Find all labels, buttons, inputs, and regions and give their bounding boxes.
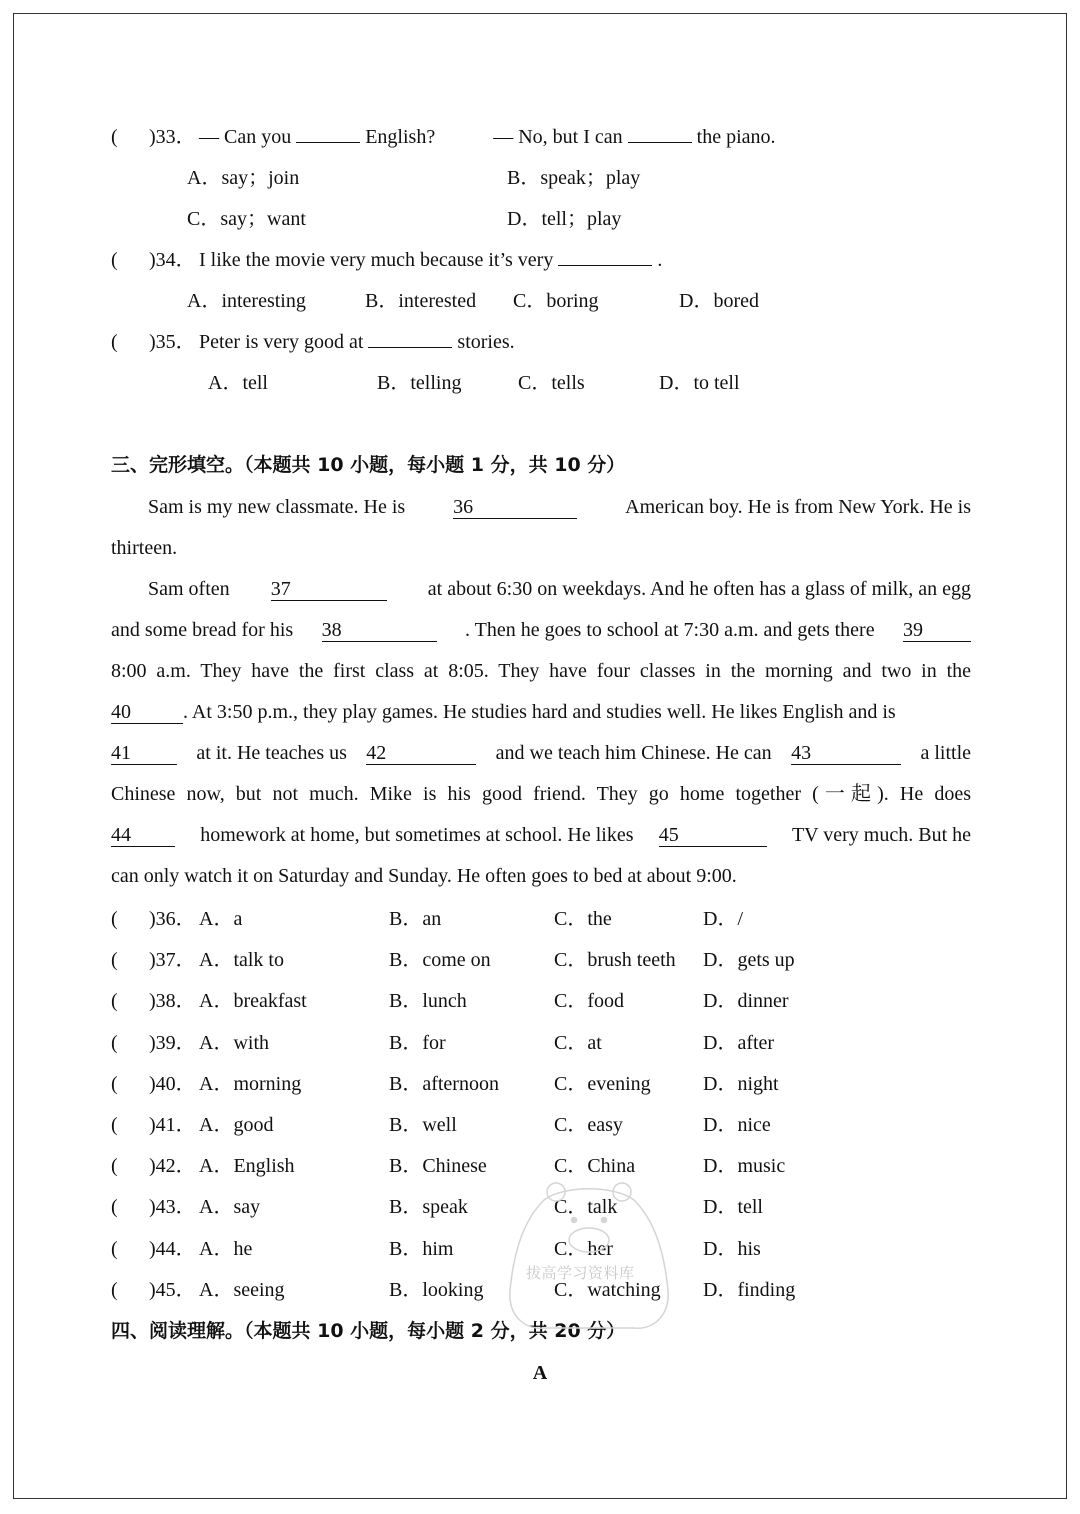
question-34-options xyxy=(111,281,971,322)
answer-paren: ( xyxy=(111,1196,118,1218)
answer-paren: ( xyxy=(111,126,118,148)
option-d[interactable]: D．nice xyxy=(703,1114,771,1136)
question-number: )35． xyxy=(149,331,196,353)
option-d[interactable]: D．/ xyxy=(703,908,743,930)
watermark xyxy=(504,1180,674,1340)
question-number: )36． xyxy=(149,908,196,930)
option-d[interactable]: D．tell xyxy=(703,1196,763,1218)
option-c[interactable]: C．the xyxy=(554,908,612,930)
watermark-text: 拔高学习资料库 xyxy=(526,1264,635,1282)
option-a[interactable]: A．interesting xyxy=(187,290,306,312)
question-35-options xyxy=(111,363,971,404)
blank-45[interactable]: 45 xyxy=(659,824,767,847)
option-d[interactable]: D．to tell xyxy=(659,372,740,394)
option-b[interactable]: B．come on xyxy=(389,949,491,971)
blank-42[interactable]: 42 xyxy=(366,742,476,765)
option-b[interactable]: B．looking xyxy=(389,1279,484,1301)
option-b[interactable]: B．telling xyxy=(377,372,462,394)
option-c[interactable]: C．food xyxy=(554,990,624,1012)
option-a[interactable]: A．breakfast xyxy=(199,990,307,1012)
question-number: )44． xyxy=(149,1238,196,1260)
blank-line[interactable] xyxy=(558,247,652,266)
option-c[interactable]: C．watching xyxy=(554,1279,661,1301)
question-stem: Peter is very good at stories. xyxy=(199,331,515,353)
passage-line-6: 40 . At 3:50 p.m., they play games. He studies hard and studies well. He likes English and is xyxy=(111,701,896,723)
question-number: )33． xyxy=(149,126,196,148)
question-34 xyxy=(111,240,971,281)
option-c[interactable]: C．at xyxy=(554,1032,602,1054)
option-a[interactable]: A．say xyxy=(199,1196,261,1218)
option-c[interactable]: C．brush teeth xyxy=(554,949,676,971)
question-33 xyxy=(111,117,971,158)
option-d[interactable]: D．after xyxy=(703,1032,775,1054)
blank-39[interactable]: 39 xyxy=(903,619,971,642)
option-b[interactable]: B．speak xyxy=(389,1196,468,1218)
option-c[interactable]: C．her xyxy=(554,1238,613,1260)
passage-line-5: 8:00 a.m. They have the first class at 8:05. They have four classes in the morning and two in the xyxy=(111,660,971,682)
option-c[interactable]: C．easy xyxy=(554,1114,623,1136)
option-b[interactable]: B．interested xyxy=(365,290,477,312)
blank-44[interactable]: 44 xyxy=(111,824,175,847)
option-c[interactable]: C．say；want xyxy=(187,208,306,230)
answer-paren: ( xyxy=(111,908,118,930)
option-d[interactable]: D．his xyxy=(703,1238,761,1260)
section-4-heading: 四、阅读理解。（本题共 10 小题，每小题 2 分，共 20 分） xyxy=(111,1320,626,1342)
option-c[interactable]: C．talk xyxy=(554,1196,618,1218)
blank-36[interactable]: 36 xyxy=(453,496,577,519)
cloze-question-row xyxy=(111,899,971,940)
cloze-question-row xyxy=(111,940,971,981)
answer-paren: ( xyxy=(111,1238,118,1260)
option-d[interactable]: D．dinner xyxy=(703,990,789,1012)
question-33-options-row2 xyxy=(111,199,971,240)
option-d[interactable]: D．finding xyxy=(703,1279,796,1301)
cloze-question-row xyxy=(111,1064,971,1105)
question-number: )43． xyxy=(149,1196,196,1218)
reading-passage-label: A xyxy=(532,1362,548,1384)
passage-line-7: 41 at it. He teaches us 42 and we teach him Chinese. He can 43 a little xyxy=(111,742,972,764)
cloze-question-row xyxy=(111,1023,971,1064)
question-35 xyxy=(111,322,971,363)
option-b[interactable]: B．for xyxy=(389,1032,446,1054)
option-a[interactable]: A．a xyxy=(199,908,243,930)
option-c[interactable]: C．boring xyxy=(513,290,599,312)
option-a[interactable]: A．seeing xyxy=(199,1279,285,1301)
option-a[interactable]: A．good xyxy=(199,1114,274,1136)
option-b[interactable]: B．an xyxy=(389,908,442,930)
passage-line-4: and some bread for his 38 . Then he goes to school at 7:30 a.m. and gets there 39 xyxy=(111,610,971,651)
option-b[interactable]: B．speak；play xyxy=(507,167,641,189)
option-d[interactable]: D．tell；play xyxy=(507,208,622,230)
option-d[interactable]: D．night xyxy=(703,1073,779,1095)
passage-line-1: Sam is my new classmate. He is 36 American boy. He is from New York. He is xyxy=(148,496,971,518)
passage-line-3: Sam often 37 at about 6:30 on weekdays. And he often has a glass of milk, an egg xyxy=(148,578,971,600)
passage-line-10: can only watch it on Saturday and Sunday. He often goes to bed at about 9:00. xyxy=(111,865,737,887)
question-stem: — Can you English? — No, but I can the piano. xyxy=(199,126,776,148)
option-c[interactable]: C．evening xyxy=(554,1073,651,1095)
bear-icon xyxy=(504,1180,674,1340)
cloze-question-row xyxy=(111,1105,971,1146)
passage-line-8: Chinese now, but not much. Mike is his good friend. They go home together (一起). He does xyxy=(111,783,971,805)
option-a[interactable]: A．talk to xyxy=(199,949,284,971)
option-c[interactable]: C．tells xyxy=(518,372,585,394)
option-a[interactable]: A．English xyxy=(199,1155,295,1177)
passage-line-9: 44 homework at home, but sometimes at school. He likes 45 TV very much. But he xyxy=(111,824,972,846)
option-a[interactable]: A．morning xyxy=(199,1073,302,1095)
option-a[interactable]: A．with xyxy=(199,1032,269,1054)
answer-paren: ( xyxy=(111,1114,118,1136)
answer-paren: ( xyxy=(111,1032,118,1054)
blank-line[interactable] xyxy=(296,124,360,143)
answer-paren: ( xyxy=(111,1155,118,1177)
option-b[interactable]: B．Chinese xyxy=(389,1155,487,1177)
answer-paren: ( xyxy=(111,1279,118,1301)
option-b[interactable]: B．lunch xyxy=(389,990,467,1012)
blank-43[interactable]: 43 xyxy=(791,742,901,765)
question-number: )37． xyxy=(149,949,196,971)
question-number: )39． xyxy=(149,1032,196,1054)
blank-line[interactable] xyxy=(628,124,692,143)
section-3-heading: 三、完形填空。（本题共 10 小题，每小题 1 分，共 10 分） xyxy=(111,454,626,476)
option-d[interactable]: D．bored xyxy=(679,290,759,312)
question-number: )40． xyxy=(149,1073,196,1095)
option-a[interactable]: A．he xyxy=(199,1238,253,1260)
option-a[interactable]: A．tell xyxy=(208,372,268,394)
question-number: )45． xyxy=(149,1279,196,1301)
option-b[interactable]: B．well xyxy=(389,1114,457,1136)
blank-41[interactable]: 41 xyxy=(111,742,177,765)
answer-paren: ( xyxy=(111,331,118,353)
option-b[interactable]: B．afternoon xyxy=(389,1073,499,1095)
answer-paren: ( xyxy=(111,949,118,971)
question-33-options-row1 xyxy=(111,158,971,199)
blank-line[interactable] xyxy=(368,329,452,348)
passage-line-2: thirteen. xyxy=(111,537,178,559)
option-d[interactable]: D．music xyxy=(703,1155,786,1177)
option-d[interactable]: D．gets up xyxy=(703,949,795,971)
option-c[interactable]: C．China xyxy=(554,1155,636,1177)
question-number: )41． xyxy=(149,1114,196,1136)
blank-38[interactable]: 38 xyxy=(322,619,437,642)
blank-37[interactable]: 37 xyxy=(271,578,387,601)
question-number: )34． xyxy=(149,249,196,271)
question-number: )42． xyxy=(149,1155,196,1177)
cloze-question-row xyxy=(111,981,971,1022)
question-stem: I like the movie very much because it’s very . xyxy=(199,249,663,271)
option-b[interactable]: B．him xyxy=(389,1238,454,1260)
answer-paren: ( xyxy=(111,990,118,1012)
blank-40[interactable]: 40 xyxy=(111,701,183,724)
option-a[interactable]: A．say；join xyxy=(187,167,300,189)
answer-paren: ( xyxy=(111,249,118,271)
answer-paren: ( xyxy=(111,1073,118,1095)
question-number: )38． xyxy=(149,990,196,1012)
